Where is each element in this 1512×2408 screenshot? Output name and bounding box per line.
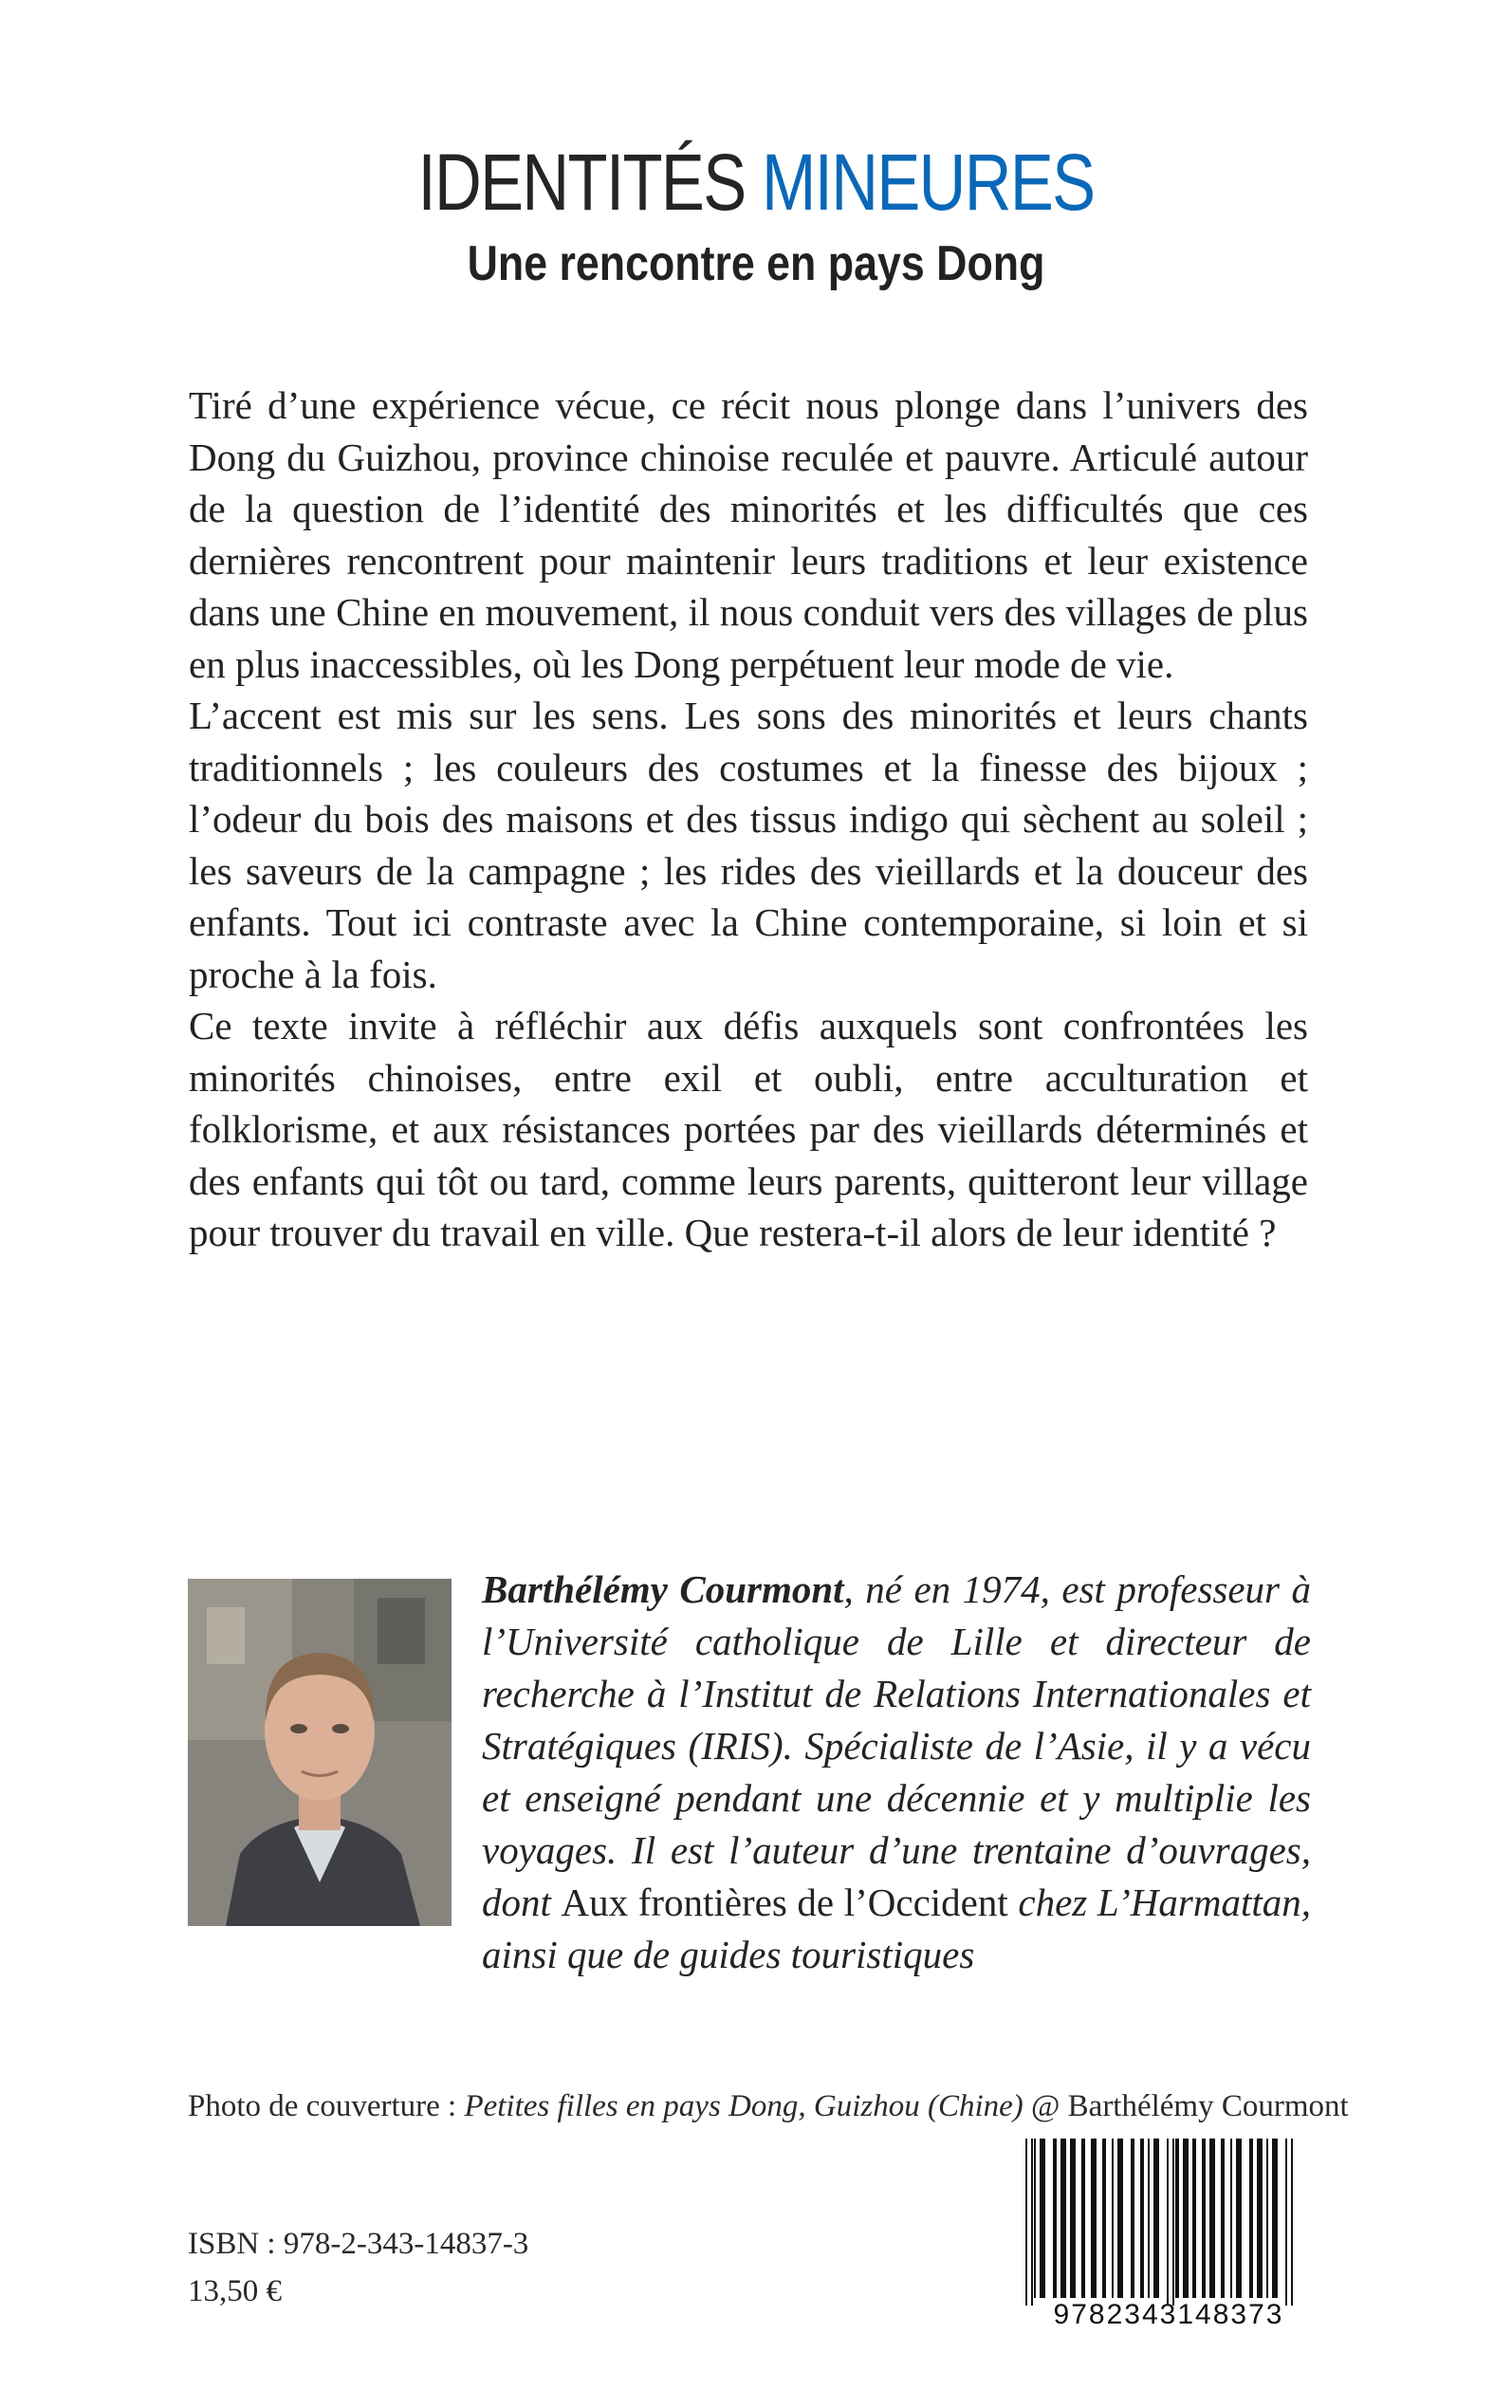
barcode-bar bbox=[1117, 2139, 1123, 2298]
barcode-bar bbox=[1034, 2139, 1036, 2298]
barcode-bar bbox=[1266, 2139, 1268, 2298]
barcode-bar bbox=[1257, 2139, 1263, 2298]
barcode-bar bbox=[1285, 2139, 1287, 2306]
isbn: ISBN : 978-2-343-14837-3 bbox=[188, 2227, 529, 2261]
barcode-bar bbox=[1131, 2139, 1134, 2298]
barcode-bar bbox=[1221, 2139, 1225, 2298]
barcode-bar bbox=[1148, 2139, 1150, 2298]
credit-label: Photo de couverture : bbox=[188, 2089, 465, 2123]
barcode-bar bbox=[1209, 2139, 1215, 2298]
barcode-bar bbox=[1183, 2139, 1189, 2298]
barcode-bar bbox=[1153, 2139, 1159, 2298]
author-bio-part-2: chez L’Harmattan, ainsi que de guides touristiques bbox=[482, 1880, 1311, 1976]
barcode-bar bbox=[1081, 2139, 1085, 2298]
credit-photographer: @ Barthélémy Courmont bbox=[1023, 2089, 1349, 2123]
credit-photo-title: Petites filles en pays Dong, Guizhou (Chine) bbox=[464, 2089, 1023, 2123]
barcode-bar bbox=[1249, 2139, 1253, 2298]
barcode-bar bbox=[1167, 2139, 1169, 2306]
barcode-bar bbox=[1040, 2139, 1045, 2298]
blurb-paragraph-3: Ce texte invite à réfléchir aux défis auxquels sont confrontées les minorités chinoises, entre exil et oubli, entre acculturation et folklorisme, et aux résistances portées par des vieillards déterminés et des enfants qui tôt ou tard, comme leurs parents, quitteront leur village pour trouver du travail en ville. Que restera-t-il alors de leur identité ? bbox=[189, 1004, 1308, 1254]
barcode-bar bbox=[1060, 2139, 1066, 2298]
barcode-bar bbox=[1102, 2139, 1106, 2298]
barcode-bar bbox=[1175, 2139, 1179, 2298]
barcode-bar bbox=[1272, 2139, 1278, 2298]
barcode-bar bbox=[1112, 2139, 1114, 2298]
barcode-bar bbox=[1053, 2139, 1057, 2298]
photo-credit bbox=[188, 2087, 1349, 2125]
book-title bbox=[136, 138, 1375, 227]
price: 13,50 € bbox=[188, 2274, 282, 2308]
barcode-bar bbox=[1172, 2139, 1174, 2306]
author-bio bbox=[482, 1564, 1311, 1981]
author-book-title: Aux frontières de l’Occident bbox=[561, 1880, 1008, 1924]
barcode-bar bbox=[1291, 2139, 1293, 2306]
barcode-bar bbox=[1192, 2139, 1196, 2298]
barcode-bar bbox=[1025, 2139, 1027, 2306]
barcode-digits: 9782343148373 bbox=[1053, 2299, 1284, 2330]
blurb bbox=[189, 380, 1308, 1259]
author-photo bbox=[188, 1579, 452, 1926]
barcode-bar bbox=[1202, 2139, 1206, 2298]
blurb-paragraph-1: Tiré d’une expérience vécue, ce récit nous plonge dans l’univers des Dong du Guizhou, province chinoise reculée et pauvre. Articulé autour de la question de l’identité des minorités et les difficultés que ces dernières rencontrent pour maintenir leurs traditions et leur existence dans une Chine en mouvement, il nous conduit vers des villages de plus en plus inaccessibles, où les Dong perpétuent leur mode de vie. bbox=[189, 383, 1308, 686]
barcode-bar bbox=[1230, 2139, 1232, 2298]
barcode-bar bbox=[1091, 2139, 1097, 2298]
barcode-bar bbox=[1070, 2139, 1076, 2298]
blurb-paragraph-2: L’accent est mis sur les sens. Les sons des minorités et leurs chants traditionnels ; les couleurs des costumes et la finesse des bijoux ; l’odeur du bois des maisons et des tissus indigo qui sèchent au soleil ; les saveurs de la campagne ; les rides des vieillards et la douceur des enfants. Tout ici contraste avec la Chine contemporaine, si loin et si proche à la fois. bbox=[189, 694, 1308, 996]
title-word-identites: IDENTITÉS bbox=[417, 138, 763, 227]
barcode-bar bbox=[1140, 2139, 1144, 2298]
barcode bbox=[1022, 2139, 1316, 2306]
barcode-bar bbox=[1236, 2139, 1242, 2298]
barcode-bar bbox=[1031, 2139, 1033, 2306]
author-name: Barthélémy Courmont bbox=[482, 1567, 844, 1611]
title-word-mineures: MINEURES bbox=[762, 138, 1095, 227]
book-subtitle: Une rencontre en pays Dong bbox=[467, 236, 1045, 291]
author-bio-part-1: , né en 1974, est professeur à l’Université catholique de Lille et directeur de recherche à l’Institut de Relations Internationales et Stratégiques (IRIS). Spécialiste de l’Asie, il y a vécu et enseigné pendant une décennie et y multiplie les voyages. Il est l’auteur d’une trentaine d’ouvrages, dont bbox=[482, 1567, 1311, 1924]
